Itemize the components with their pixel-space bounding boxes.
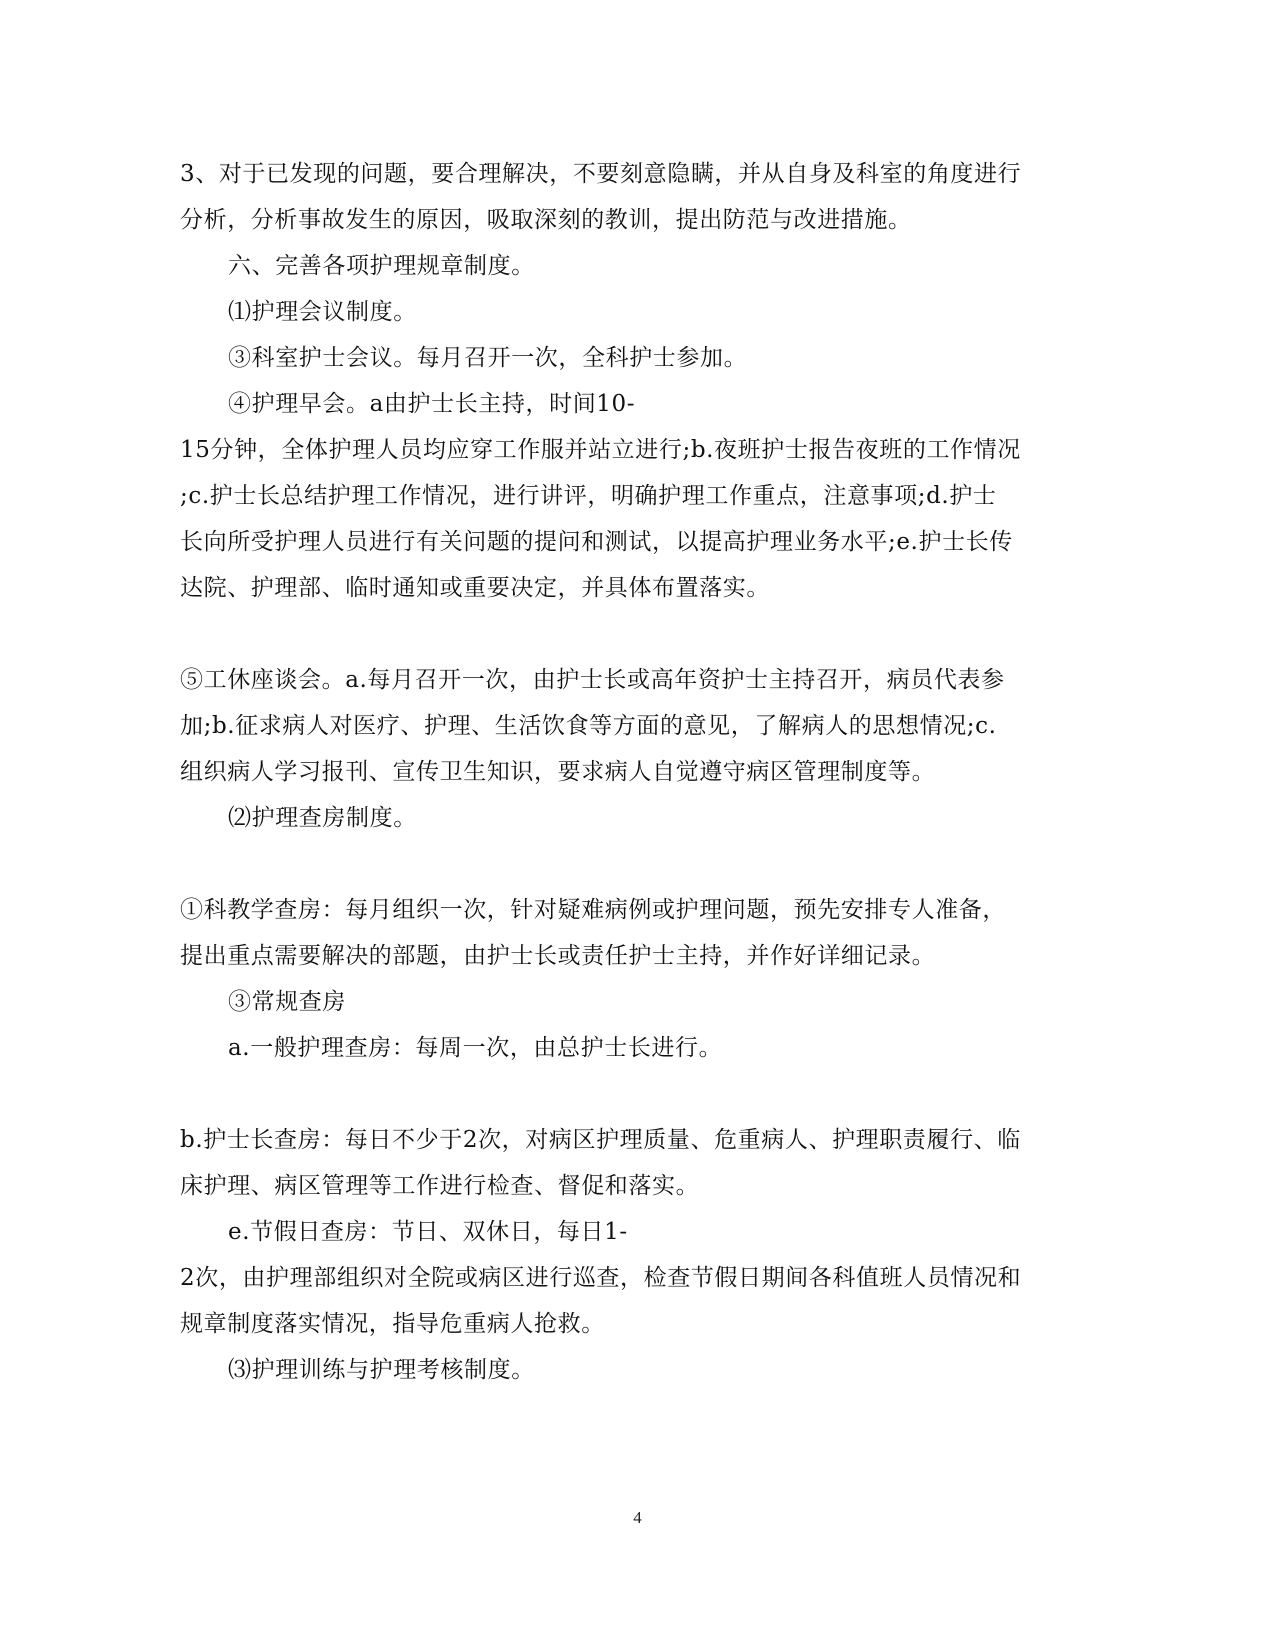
- page-number: 4: [633, 1508, 642, 1527]
- text-line: 加;b.征求病人对医疗、护理、生活饮食等方面的意见，了解病人的思想情况;c.: [180, 713, 997, 739]
- text-line: 3、对于已发现的问题，要合理解决，不要刻意隐瞒，并从自身及科室的角度进行: [180, 161, 1022, 187]
- section-heading: 六、完善各项护理规章制度。: [228, 253, 535, 279]
- text-line: ④护理早会。a由护士长主持，时间10-: [228, 391, 636, 417]
- text-line: ③科室护士会议。每月召开一次，全科护士参加。: [228, 345, 748, 371]
- subsection-heading: ⑵护理查房制度。: [228, 805, 417, 831]
- text-line: 规章制度落实情况，指导危重病人抢救。: [180, 1311, 605, 1337]
- text-line: ;c.护士长总结护理工作情况，进行讲评，明确护理工作重点，注意事项;d.护士: [180, 483, 997, 509]
- text-line: ⑤工休座谈会。a.每月召开一次，由护士长或高年资护士主持召开，病员代表参: [180, 667, 1005, 693]
- text-line: a.一般护理查房：每周一次，由总护士长进行。: [228, 1035, 723, 1061]
- text-line: ①科教学查房：每月组织一次，针对疑难病例或护理问题，预先安排专人准备，: [180, 897, 1006, 923]
- text-line: 达院、护理部、临时通知或重要决定，并具体布置落实。: [180, 575, 770, 601]
- text-line: 分析，分析事故发生的原因，吸取深刻的教训，提出防范与改进措施。: [180, 207, 912, 233]
- text-line: ③常规查房: [228, 989, 346, 1015]
- text-line: 组织病人学习报刊、宣传卫生知识，要求病人自觉遵守病区管理制度等。: [180, 759, 936, 785]
- text-line: b.护士长查房：每日不少于2次，对病区护理质量、危重病人、护理职责履行、临: [180, 1127, 1021, 1153]
- text-line: 15分钟，全体护理人员均应穿工作服并站立进行;b.夜班护士报告夜班的工作情况: [180, 437, 1021, 463]
- text-line: e.节假日查房：节日、双休日，每日1-: [228, 1219, 628, 1245]
- text-line: 床护理、病区管理等工作进行检查、督促和落实。: [180, 1173, 700, 1199]
- text-line: 提出重点需要解决的部题，由护士长或责任护士主持，并作好详细记录。: [180, 943, 936, 969]
- text-line: 长向所受护理人员进行有关问题的提问和测试，以提高护理业务水平;e.护士长传: [180, 529, 1013, 555]
- text-line: 2次，由护理部组织对全院或病区进行巡查，检查节假日期间各科值班人员情况和: [180, 1265, 1022, 1291]
- subsection-heading: ⑶护理训练与护理考核制度。: [228, 1357, 535, 1383]
- subsection-heading: ⑴护理会议制度。: [228, 299, 417, 325]
